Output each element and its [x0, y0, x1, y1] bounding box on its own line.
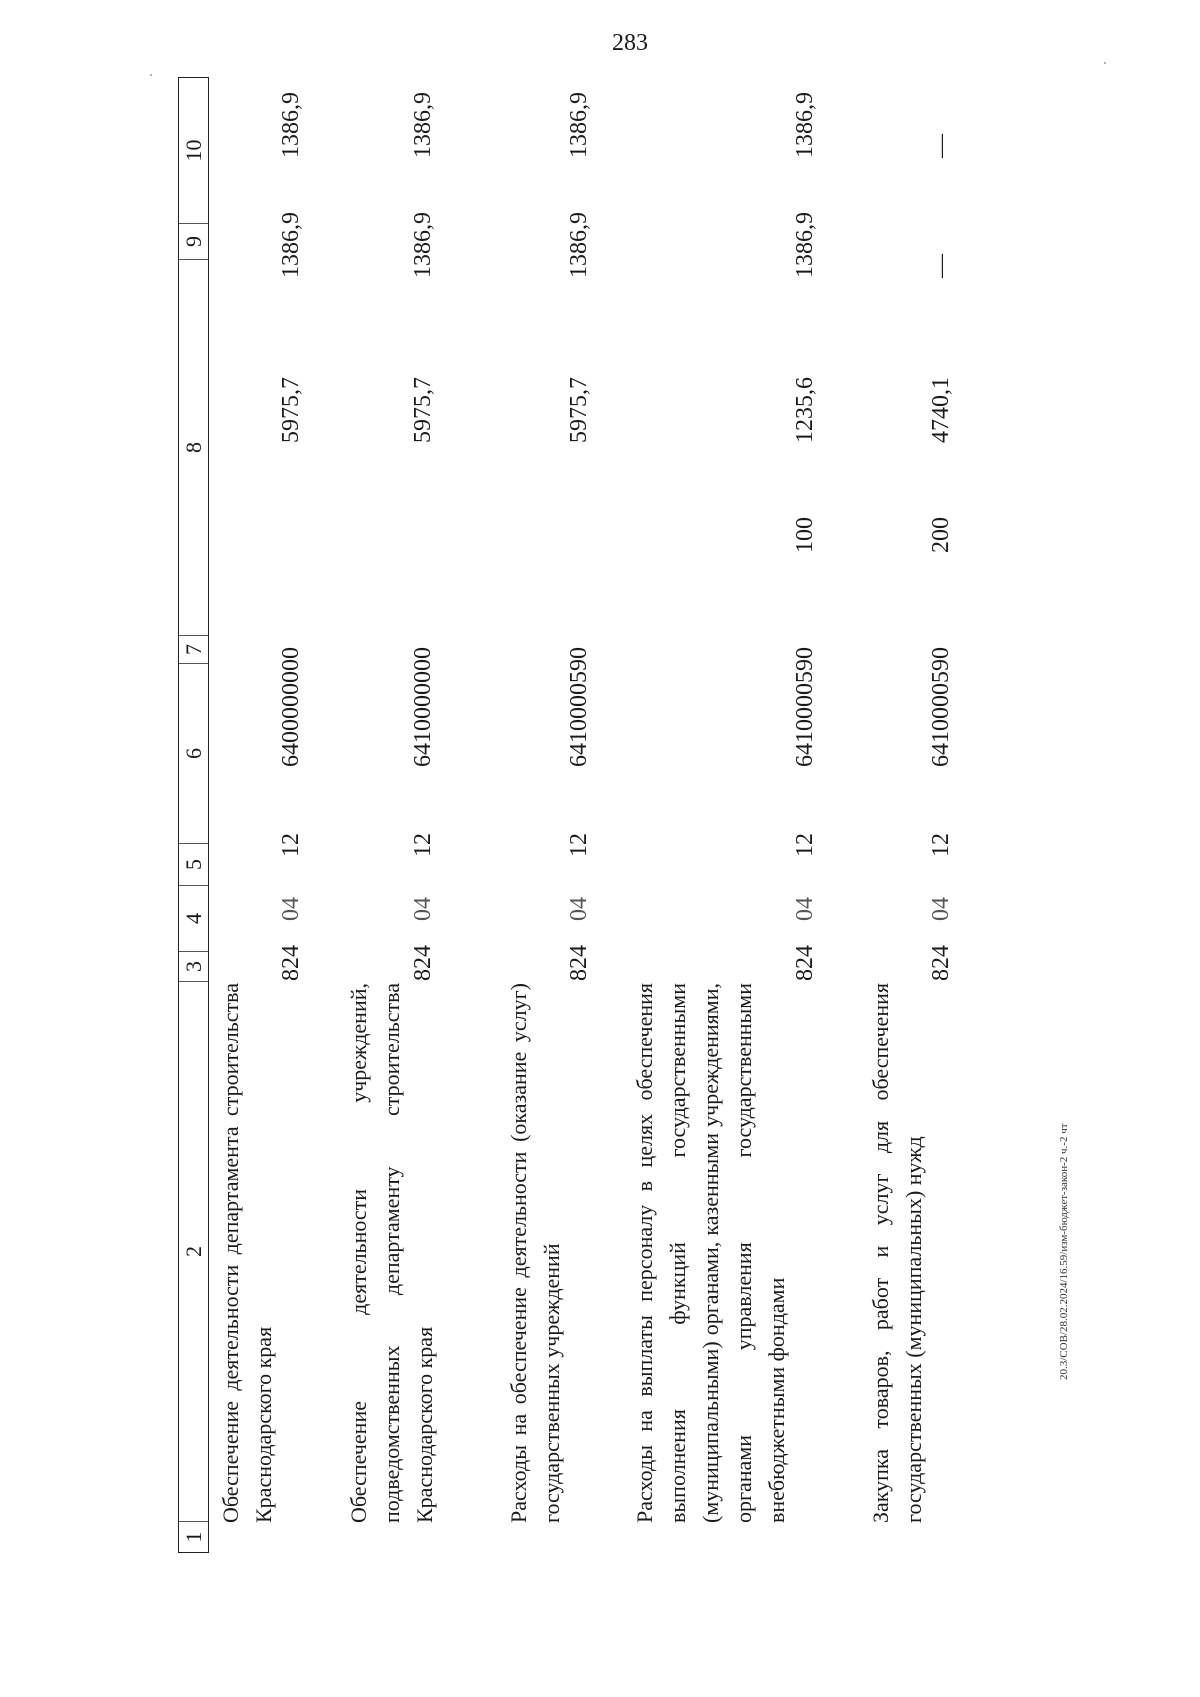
cell-section: 04: [566, 897, 592, 921]
cell-amount-year-2: 1386,9: [278, 212, 304, 278]
cell-section: 04: [410, 897, 436, 921]
cell-amount-year-3: 1386,9: [278, 92, 304, 158]
cell-amount-year-3: 1386,9: [792, 92, 818, 158]
cell-ministry-code: 824: [792, 945, 818, 981]
cell-amount-year-1: 5975,7: [410, 377, 436, 443]
cell-amount-year-2: —: [928, 254, 954, 278]
header-col-8: 8: [179, 260, 208, 636]
cell-amount-year-1: 1235,6: [792, 377, 818, 443]
header-col-2: 2: [179, 982, 208, 1522]
document-reference: 20.3/СОВ/28.02.2024/16.59/изм-бюджет-закон-2 ч.-2 чт: [1058, 1123, 1070, 1380]
cell-target-article: 6410000590: [792, 647, 818, 767]
cell-ministry-code: 824: [278, 945, 304, 981]
cell-amount-year-2: 1386,9: [566, 212, 592, 278]
scan-artifact: [1104, 62, 1106, 64]
header-col-3: 3: [179, 952, 208, 982]
cell-ministry-code: 824: [928, 945, 954, 981]
header-col-9: 9: [179, 224, 208, 260]
header-col-5: 5: [179, 844, 208, 886]
cell-amount-year-1: 5975,7: [278, 377, 304, 443]
cell-subsection: 12: [566, 833, 592, 857]
cell-expense-type: 200: [928, 517, 954, 553]
cell-target-article: 6410000590: [566, 647, 592, 767]
cell-target-article: 6400000000: [278, 647, 304, 767]
cell-amount-year-2: 1386,9: [410, 212, 436, 278]
cell-amount-year-2: 1386,9: [792, 212, 818, 278]
cell-section: 04: [792, 897, 818, 921]
cell-amount-year-1: 5975,7: [566, 377, 592, 443]
cell-amount-year-3: 1386,9: [566, 92, 592, 158]
cell-amount-year-1: 4740,1: [928, 377, 954, 443]
scan-artifact: [150, 74, 152, 76]
header-col-6: 6: [179, 664, 208, 844]
cell-target-article: 6410000000: [410, 647, 436, 767]
row-description: Расходы на обеспечение деятельности (оказание услуг) государственных учреждений: [506, 983, 564, 1523]
cell-subsection: 12: [410, 833, 436, 857]
cell-section: 04: [278, 897, 304, 921]
cell-expense-type: 100: [792, 517, 818, 553]
cell-ministry-code: 824: [410, 945, 436, 981]
cell-section: 04: [928, 897, 954, 921]
cell-amount-year-3: —: [928, 134, 954, 158]
cell-subsection: 12: [928, 833, 954, 857]
row-description: Обеспечение деятельности департамента строительства Краснодарского края: [218, 983, 276, 1523]
header-col-1: 1: [181, 1531, 206, 1543]
row-description: Обеспечение деятельности учреждений, подведомственных департаменту строительства Краснодарского края: [346, 983, 437, 1523]
budget-table: [178, 77, 1068, 1553]
cell-amount-year-3: 1386,9: [410, 92, 436, 158]
page-number: 283: [612, 30, 648, 56]
header-col-7: 7: [179, 636, 208, 664]
cell-subsection: 12: [792, 833, 818, 857]
cell-target-article: 6410000590: [928, 647, 954, 767]
row-description: Закупка товаров, работ и услуг для обеспечения государственных (муниципальных) нужд: [868, 983, 926, 1523]
header-col-4: 4: [179, 886, 208, 952]
table-header-row: [178, 77, 209, 1553]
header-col-10: 10: [179, 78, 208, 224]
cell-subsection: 12: [278, 833, 304, 857]
row-description: Расходы на выплаты персоналу в целях обеспечения выполнения функций государственными (муниципальными) органами, казенными учреждениями, органами управления государственными внебюджетными фондами: [632, 983, 789, 1523]
cell-ministry-code: 824: [566, 945, 592, 981]
